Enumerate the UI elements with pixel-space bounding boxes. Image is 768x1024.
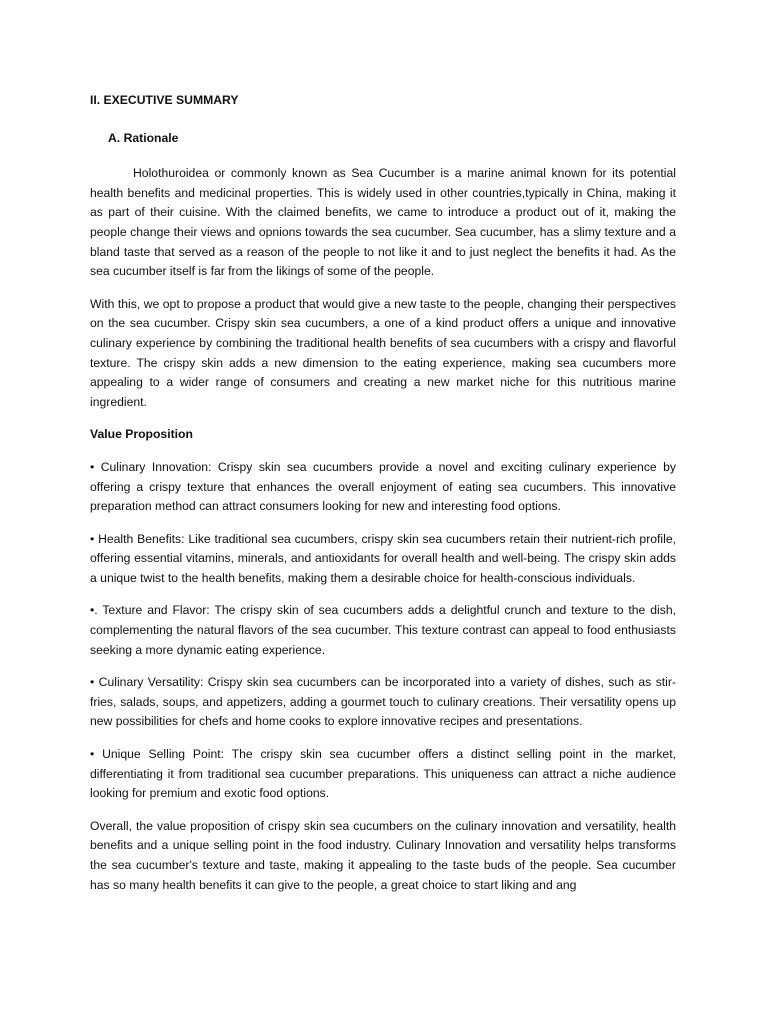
value-item-texture-flavor: •. Texture and Flavor: The crispy skin of sea cucumbers adds a delightful crunch and texture to the dish, complementing the natural flavors of the sea cucumber. This texture contrast can appeal to food enthusiasts seeking a more dynamic eating experience. — [90, 603, 676, 657]
value-proposition-heading: Value Proposition — [90, 427, 193, 442]
value-item-unique-selling-point: • Unique Selling Point: The crispy skin sea cucumber offers a distinct selling point in the market, differentiating it from traditional sea cucumber preparations. This uniqueness can attract a niche audience looking for premium and exotic food options. — [90, 747, 676, 801]
overall-paragraph: Overall, the value proposition of crispy skin sea cucumbers on the culinary innovation and versatility, health benefits and a unique selling point in the food industry. Culinary Innovation and versatility helps transforms the sea cucumber's texture and taste, making it appealing to the taste buds of the people. Sea cucumber has so many health benefits it can give to the people, a great choice to start liking and ang — [90, 818, 676, 892]
value-item-health-benefits: • Health Benefits: Like traditional sea cucumbers, crispy skin sea cucumbers retain their nutrient-rich profile, offering essential vitamins, minerals, and antioxidants for overall health and well-being. The crispy skin adds a unique twist to the health benefits, making them a desirable choice for health-conscious individuals. — [90, 531, 676, 585]
value-item-culinary-versatility: • Culinary Versatility: Crispy skin sea cucumbers can be incorporated into a variety of dishes, such as stir-fries, salads, soups, and appetizers, adding a gourmet touch to culinary creations. Their versatility opens up new possibilities for chefs and home cooks to explore innovative recipes and presentations. — [90, 675, 676, 729]
subsection-heading: A. Rationale — [108, 130, 179, 145]
value-item-culinary-innovation: • Culinary Innovation: Crispy skin sea cucumbers provide a novel and exciting culinary experience by offering a crispy texture that enhances the overall enjoyment of eating sea cucumbers. This innovative preparation method can attract consumers looking for new and interesting food options. — [90, 459, 676, 514]
document-page — [90, 91, 676, 895]
rationale-paragraph-1: Holothuroidea or commonly known as Sea Cucumber is a marine animal known for its potential health benefits and medicinal properties. This is widely used in other countries,typically in China, making it as part of their cuisine. With the claimed benefits, we came to introduce a product out of it, making the people change their views and opnions towards the sea cucumber. Sea cucumber, has a slimy texture and a bland taste that served as a reason of the people to not like it and to just neglect the benefits it had. As the sea cucumber itself is far from the likings of some of the people. — [90, 166, 676, 279]
section-heading: II. EXECUTIVE SUMMARY — [90, 93, 239, 107]
rationale-paragraph-2: With this, we opt to propose a product that would give a new taste to the people, changing their perspectives on the sea cucumber. Crispy skin sea cucumbers, a one of a kind product offers a unique and innovative culinary experience by combining the traditional health benefits of sea cucumbers with a crispy and flavorful texture. The crispy skin adds a new dimension to the eating experience, making sea cucumbers more appealing to a wider range of consumers and creating a new market niche for this nutritious marine ingredient. — [90, 296, 676, 409]
